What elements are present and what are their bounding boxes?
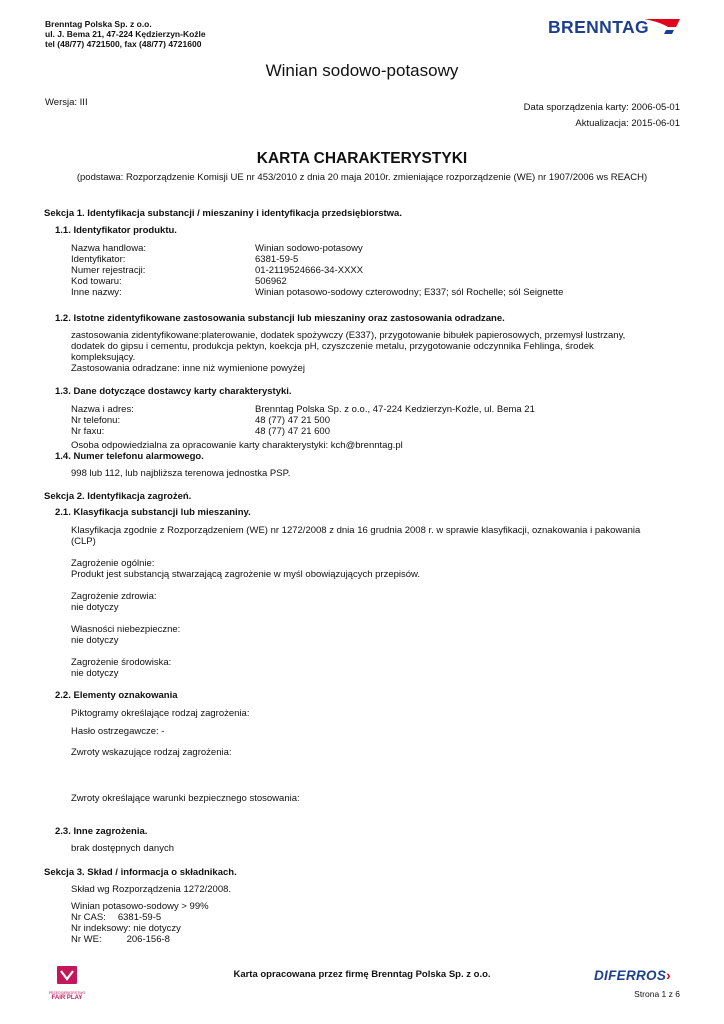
ingredient-name: Winian potasowo-sodowy > 99%: [71, 901, 209, 912]
subsection-1-4-heading: 1.4. Numer telefonu alarmowego.: [55, 451, 204, 462]
id-label: Inne nazwy:: [71, 287, 122, 298]
identifier-table: [71, 243, 563, 298]
date-updated: Aktualizacja: 2015-06-01: [575, 118, 680, 129]
id-value: 01-2119524666-34-XXXX: [255, 265, 364, 276]
brenntag-logo-text: BRENNTAG: [548, 17, 650, 37]
emergency-phone: 998 lub 112, lub najbliższa terenowa jednostka PSP.: [71, 468, 291, 479]
ingredient-index: Nr indeksowy: nie dotyczy: [71, 923, 181, 934]
physical-hazard: Własności niebezpieczne: nie dotyczy: [71, 624, 181, 646]
company-address: ul. J. Bema 21, 47-224 Kędzierzyn-Koźle: [45, 29, 206, 39]
other-hazards: brak dostępnych danych: [71, 843, 174, 854]
ingredient-we: [71, 934, 170, 945]
id-label: Identyfikator:: [71, 254, 126, 265]
date-created: Data sporządzenia karty: 2006-05-01: [523, 102, 680, 113]
dates: [524, 100, 680, 132]
subsection-1-1-heading: 1.1. Identyfikator produktu.: [55, 225, 177, 236]
environment-hazard: Zagrożenie środowiska: nie dotyczy: [71, 657, 172, 679]
company-header: [45, 19, 206, 49]
page-number: Strona 1 z 6: [634, 989, 680, 999]
subsection-1-3-heading: 1.3. Dane dotyczące dostawcy karty charakterystyki.: [55, 386, 292, 397]
id-label: Kod towaru:: [71, 276, 122, 287]
diferros-logo: [594, 968, 671, 983]
section-1-heading: Sekcja 1. Identyfikacja substancji / mieszaniny i identyfikacja przedsiębiorstwa.: [44, 208, 402, 219]
product-title: Winian sodowo-potasowy: [265, 61, 459, 80]
id-value: Winian sodowo-potasowy: [255, 243, 363, 254]
legal-basis: (podstawa: Rozporządzenie Komisji UE nr 453/2010 z dnia 20 maja 2010r. zmieniające rozporządzenie (WE) nr 1907/2006 ws REACH): [76, 172, 648, 183]
classification-text: Klasyfikacja zgodnie z Rozporządzeniem (WE) nr 1272/2008 z dnia 16 grudnia 2008 r. w sprawie klasyfikacji, oznakowania i pakowania (CLP): [71, 525, 641, 547]
supplier-label: Nr faxu:: [71, 426, 105, 437]
company-name: Brenntag Polska Sp. z o.o.: [45, 19, 152, 29]
fair-play-line1: PRZEDSIĘBIORSTWO: [48, 991, 86, 995]
general-hazard: Zagrożenie ogólnie: Produkt jest substancją stwarzającą zagrożenie w myśl obowiązujących przepisów.: [71, 558, 421, 580]
id-label: Nazwa handlowa:: [71, 243, 146, 254]
supplier-label: Nr telefonu:: [71, 415, 121, 426]
id-value: 506962: [255, 276, 287, 287]
subsection-2-3-heading: 2.3. Inne zagrożenia.: [55, 826, 148, 837]
subsection-2-1-heading: 2.1. Klasyfikacja substancji lub mieszaniny.: [55, 507, 251, 518]
supplier-label: Nazwa i adres:: [71, 404, 134, 415]
pictograms-label: Piktogramy określające rodzaj zagrożenia:: [71, 708, 250, 719]
ingredient-cas: [71, 912, 161, 923]
supplier-table: [71, 404, 535, 437]
footer-text: Karta opracowana przez firmę Brenntag Polska Sp. z o.o.: [233, 969, 491, 980]
subsection-2-2-heading: 2.2. Elementy oznakowania: [55, 690, 178, 701]
company-phone: tel (48/77) 4721500, fax (48/77) 4721600: [45, 39, 202, 49]
responsible-person: Osoba odpowiedzialna za opracowanie karty charakterystyki: kch@brenntag.pl: [71, 440, 403, 451]
brenntag-logo: [548, 14, 680, 38]
id-value: 6381-59-5: [255, 254, 299, 265]
diferros-arrow-icon: ›: [666, 968, 671, 983]
version: Wersja: III: [45, 97, 88, 108]
cas-label: Nr CAS:: [71, 912, 106, 923]
composition-basis: Skład wg Rozporządzenia 1272/2008.: [71, 884, 232, 895]
subsection-1-2-heading: 1.2. Istotne zidentyfikowane zastosowania substancji lub mieszaniny oraz zastosowania odradzane.: [55, 313, 505, 324]
fair-play-line2: FAIR PLAY: [51, 995, 83, 1001]
we-label: Nr WE:: [71, 934, 102, 945]
identified-uses: zastosowania zidentyfikowane:platerowanie, dodatek spożywczy (E337), przygotowanie bibułek papierosowych, przemysł lustrzany, dodatek do gipsu i cementu, produkcja pektyn, koekcja pH, czyszczenie metalu, przygotowanie odczynnika Fehlinga, środek kompleksujący. Zastosowania odradzane: inne niż wymienione powyżej: [71, 330, 626, 374]
id-label: Numer rejestracji:: [71, 265, 146, 276]
we-value: 206-156-8: [126, 934, 170, 945]
precautionary-statements-label: Zwroty określające warunki bezpiecznego stosowania:: [71, 793, 300, 804]
cas-value: 6381-59-5: [117, 912, 162, 923]
signal-word: Hasło ostrzegawcze: -: [71, 726, 165, 737]
supplier-value: 48 (77) 47 21 500: [255, 415, 331, 426]
supplier-value: 48 (77) 47 21 600: [255, 426, 331, 437]
diferros-text: DIFERROS: [594, 968, 667, 983]
brenntag-swoosh-icon: [644, 19, 680, 27]
document-title: KARTA CHARAKTERYSTYKI: [256, 150, 468, 167]
id-value: Winian potasowo-sodowy czterowodny; E337; sól Rochelle; sól Seignette: [255, 287, 564, 298]
hazard-statements-label: Zwroty wskazujące rodzaj zagrożenia:: [71, 747, 232, 758]
section-2-heading: Sekcja 2. Identyfikacja zagrożeń.: [44, 491, 192, 502]
supplier-value: Brenntag Polska Sp. z o.o., 47-224 Kedzierzyn-Koźle, ul. Bema 21: [255, 404, 535, 415]
health-hazard: Zagrożenie zdrowia: nie dotyczy: [71, 591, 157, 613]
section-3-heading: Sekcja 3. Skład / informacja o składnikach.: [44, 867, 237, 878]
